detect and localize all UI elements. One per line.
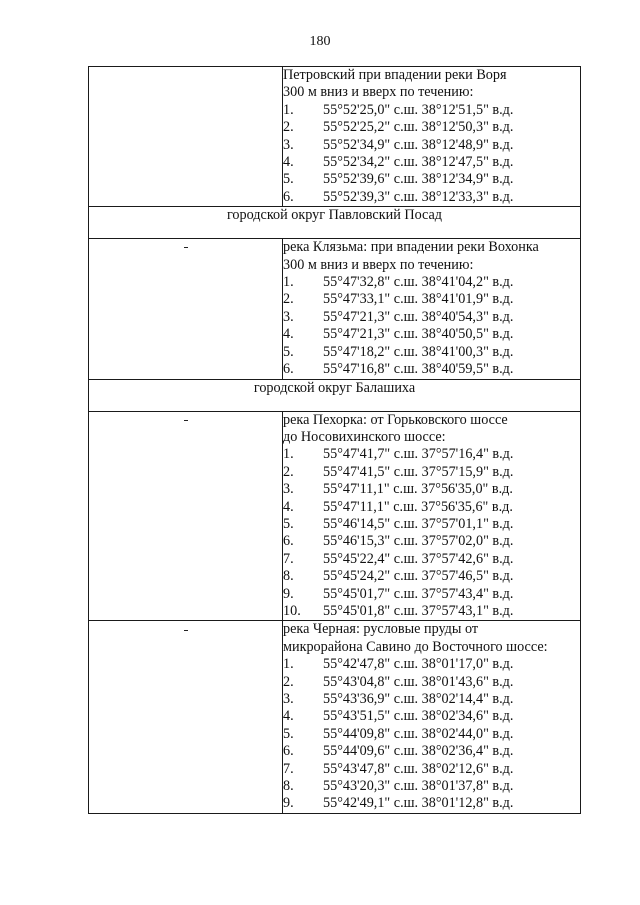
coordinate-item	[283, 189, 580, 206]
dash-mark	[184, 420, 188, 421]
location-heading-line: река Клязьма: при впадении реки Вохонка	[283, 239, 539, 256]
coordinate-value: 55°42'47,8" с.ш. 38°01'17,0" в.д.	[323, 656, 514, 673]
coordinate-item	[283, 309, 580, 326]
coordinate-item	[283, 551, 580, 568]
coordinate-number: 4.	[283, 708, 294, 725]
location-heading-line: река Черная: русловые пруды от	[283, 621, 479, 638]
coordinate-value: 55°47'11,1" с.ш. 37°56'35,6" в.д.	[323, 498, 513, 515]
coordinate-number: 1.	[283, 656, 294, 673]
left-cell	[89, 411, 283, 621]
coordinate-number: 2.	[283, 463, 294, 480]
coordinate-item	[283, 743, 580, 760]
coordinate-item	[283, 795, 580, 812]
district-name: городской округ Балашиха	[89, 379, 581, 411]
coordinate-item	[283, 361, 580, 378]
coordinate-number: 7.	[283, 550, 294, 567]
coordinate-value: 55°47'21,3" с.ш. 38°40'50,5" в.д.	[323, 326, 514, 343]
coordinate-item	[283, 344, 580, 361]
left-cell	[89, 621, 283, 813]
location-row	[89, 67, 581, 207]
location-description	[283, 239, 581, 379]
coordinate-value: 55°43'51,5" с.ш. 38°02'34,6" в.д.	[323, 708, 514, 725]
coordinate-value: 55°47'33,1" с.ш. 38°41'01,9" в.д.	[323, 291, 514, 308]
coordinate-number: 7.	[283, 760, 294, 777]
coordinate-value: 55°45'24,2" с.ш. 37°57'46,5" в.д.	[323, 568, 514, 585]
document-table	[88, 66, 581, 814]
coordinate-number: 3.	[283, 481, 294, 498]
location-row	[89, 239, 581, 379]
left-cell	[89, 67, 283, 207]
coordinate-item	[283, 481, 580, 498]
location-row	[89, 621, 581, 813]
coordinate-value: 55°52'39,3" с.ш. 38°12'33,3" в.д.	[323, 188, 514, 205]
location-heading-line: Петровский при впадении реки Воря	[283, 67, 507, 83]
district-header-row	[89, 379, 581, 411]
coordinate-number: 5.	[283, 171, 294, 188]
coordinate-value: 55°52'25,0" с.ш. 38°12'51,5" в.д.	[323, 101, 514, 118]
coordinate-value: 55°47'16,8" с.ш. 38°40'59,5" в.д.	[323, 361, 514, 378]
coordinate-value: 55°52'34,9" с.ш. 38°12'48,9" в.д.	[323, 136, 514, 153]
coordinate-number: 10.	[283, 602, 301, 619]
coordinate-value: 55°46'15,3" с.ш. 37°57'02,0" в.д.	[323, 533, 514, 550]
location-description	[283, 621, 581, 813]
coordinate-value: 55°43'47,8" с.ш. 38°02'12,6" в.д.	[323, 760, 514, 777]
location-description	[283, 411, 581, 621]
coordinate-value: 55°52'34,2" с.ш. 38°12'47,5" в.д.	[323, 154, 514, 171]
coordinate-item	[283, 274, 580, 291]
coordinate-value: 55°47'21,3" с.ш. 38°40'54,3" в.д.	[323, 308, 514, 325]
coordinate-item	[283, 568, 580, 585]
coordinate-item	[283, 137, 580, 154]
coordinate-number: 3.	[283, 691, 294, 707]
page-number: 180	[309, 34, 331, 49]
dash-mark	[184, 630, 188, 631]
coordinate-item	[283, 708, 580, 725]
district-header-row	[89, 207, 581, 239]
coordinate-value: 55°52'39,6" с.ш. 38°12'34,9" в.д.	[323, 171, 514, 188]
coordinate-item	[283, 726, 580, 743]
location-heading-line: 300 м вниз и вверх по течению:	[283, 84, 474, 101]
coordinate-item	[283, 119, 580, 136]
coordinate-item	[283, 533, 580, 550]
coordinate-value: 55°42'49,1" с.ш. 38°01'12,8" в.д.	[323, 795, 514, 812]
coordinate-item	[283, 464, 580, 481]
coordinate-number: 4.	[283, 326, 294, 343]
dash-mark	[184, 247, 188, 248]
coordinate-number: 5.	[283, 725, 294, 742]
coordinate-value: 55°52'25,2" с.ш. 38°12'50,3" в.д.	[323, 119, 514, 136]
coordinate-item	[283, 656, 580, 673]
coordinate-value: 55°44'09,8" с.ш. 38°02'44,0" в.д.	[323, 725, 514, 742]
coordinate-item	[283, 516, 580, 533]
coordinate-number: 2.	[283, 119, 294, 136]
coordinate-value: 55°43'20,3" с.ш. 38°01'37,8" в.д.	[323, 778, 514, 795]
coordinate-number: 9.	[283, 795, 294, 812]
coordinate-item	[283, 102, 580, 119]
coordinate-number: 2.	[283, 291, 294, 308]
coordinate-value: 55°47'32,8" с.ш. 38°41'04,2" в.д.	[323, 274, 514, 291]
coordinate-number: 2.	[283, 673, 294, 690]
location-heading-line: река Пехорка: от Горьковского шоссе	[283, 411, 508, 428]
coordinate-item	[283, 761, 580, 778]
coordinate-value: 55°47'18,2" с.ш. 38°41'00,3" в.д.	[323, 343, 514, 360]
coordinate-item	[283, 691, 580, 708]
district-name: городской округ Павловский Посад	[89, 207, 581, 239]
coordinate-number: 5.	[283, 515, 294, 532]
coordinate-value: 55°43'04,8" с.ш. 38°01'43,6" в.д.	[323, 673, 514, 690]
location-heading-line: до Носовихинского шоссе:	[283, 428, 446, 445]
coordinate-number: 9.	[283, 585, 294, 602]
coordinate-value: 55°45'01,7" с.ш. 37°57'43,4" в.д.	[323, 585, 514, 602]
coordinate-item	[283, 326, 580, 343]
coordinate-value: 55°45'22,4" с.ш. 37°57'42,6" в.д.	[323, 550, 514, 567]
left-cell	[89, 239, 283, 379]
coordinate-value: 55°43'36,9" с.ш. 38°02'14,4" в.д.	[323, 691, 514, 707]
coordinate-number: 4.	[283, 498, 294, 515]
coordinate-number: 8.	[283, 568, 294, 585]
coordinate-value: 55°45'01,8" с.ш. 37°57'43,1" в.д.	[323, 602, 514, 619]
coordinate-value: 55°47'41,5" с.ш. 37°57'15,9" в.д.	[323, 463, 514, 480]
coordinate-item	[283, 171, 580, 188]
location-heading-line: микрорайона Савино до Восточного шоссе:	[283, 638, 548, 655]
coordinate-number: 3.	[283, 136, 294, 153]
coordinate-number: 4.	[283, 154, 294, 171]
coordinate-number: 1.	[283, 101, 294, 118]
coordinate-number: 3.	[283, 308, 294, 325]
coordinate-number: 6.	[283, 188, 294, 205]
coordinate-value: 55°44'09,6" с.ш. 38°02'36,4" в.д.	[323, 743, 514, 760]
coordinate-number: 6.	[283, 743, 294, 760]
coordinate-value: 55°47'11,1" с.ш. 37°56'35,0" в.д.	[323, 481, 513, 498]
coordinate-item	[283, 586, 580, 603]
coordinate-item	[283, 291, 580, 308]
location-row	[89, 411, 581, 621]
coordinate-item	[283, 154, 580, 171]
coordinate-value: 55°47'41,7" с.ш. 37°57'16,4" в.д.	[323, 446, 514, 463]
location-description	[283, 67, 581, 207]
coordinate-item	[283, 778, 580, 795]
coordinate-number: 5.	[283, 343, 294, 360]
coordinate-number: 8.	[283, 778, 294, 795]
coordinate-item	[283, 603, 580, 620]
coordinate-number: 1.	[283, 446, 294, 463]
coordinate-number: 6.	[283, 533, 294, 550]
coordinate-number: 6.	[283, 361, 294, 378]
coordinate-value: 55°46'14,5" с.ш. 37°57'01,1" в.д.	[323, 515, 514, 532]
location-heading-line: 300 м вниз и вверх по течению:	[283, 256, 474, 273]
coordinate-number: 1.	[283, 274, 294, 291]
coordinate-item	[283, 446, 580, 463]
coordinate-item	[283, 674, 580, 691]
coordinate-item	[283, 499, 580, 516]
